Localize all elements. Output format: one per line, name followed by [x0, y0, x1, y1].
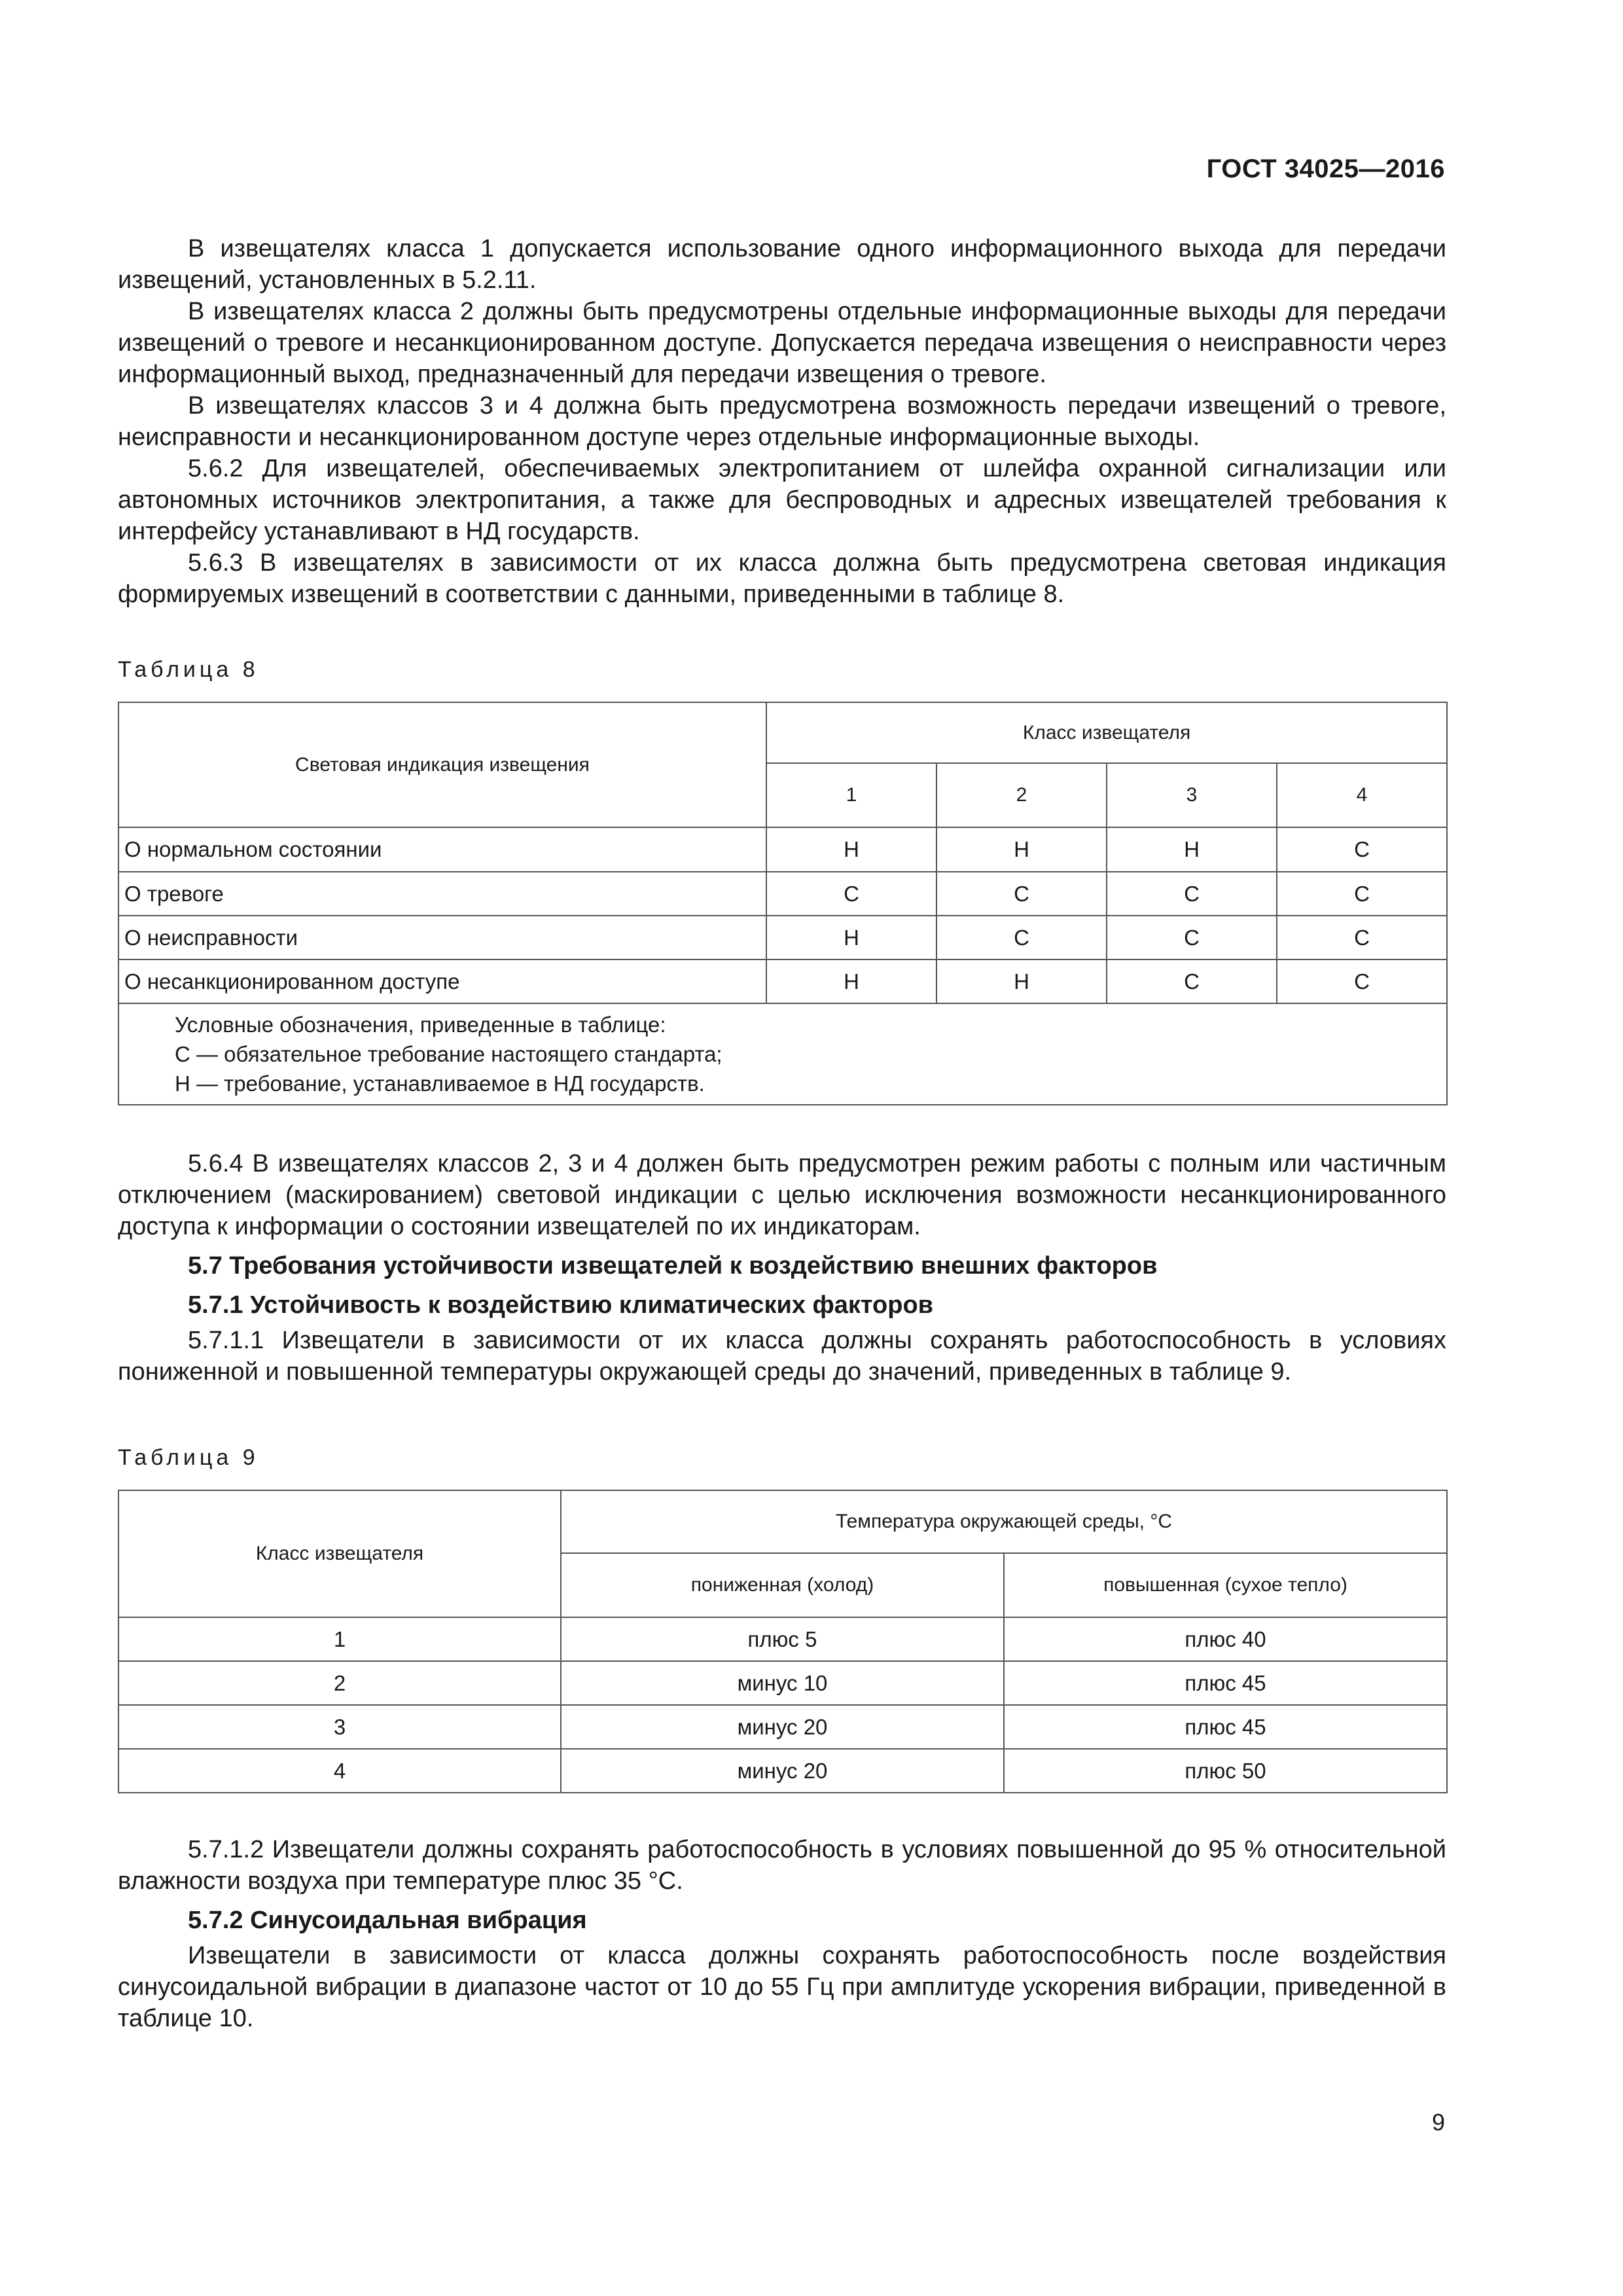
bottom-paragraphs	[118, 1834, 1446, 2034]
document-code: ГОСТ 34025—2016	[1206, 154, 1445, 183]
table8-row-label: О нормальном состоянии	[118, 827, 766, 872]
paragraph-5-7-1-1: 5.7.1.1 Извещатели в зависимости от их класса должны сохранять работоспособность в условиях пониженной и повышенной температуры окружающей среды до значений, приведенных в таблице 9.	[118, 1327, 1446, 1386]
paragraph-5-7-1-2: 5.7.1.2 Извещатели должны сохранять работоспособность в условиях повышенной до 95 % относительной влажности воздуха при температуре плюс 35 °С.	[118, 1836, 1446, 1895]
table9-wrapper	[118, 1490, 1448, 1793]
table8-wrapper	[118, 702, 1448, 1105]
table8-cell: Н	[1107, 827, 1277, 872]
table8-cell: С	[1107, 916, 1277, 960]
table-row	[118, 916, 1447, 960]
table9-high-cell: плюс 50	[1004, 1749, 1447, 1793]
table-row	[118, 960, 1447, 1003]
table8-cell: Н	[936, 960, 1107, 1003]
table9-high-cell: плюс 45	[1004, 1661, 1447, 1705]
table8-group-header: Класс извещателя	[766, 702, 1447, 763]
table8-cell: С	[936, 916, 1107, 960]
table8-cell: Н	[766, 960, 936, 1003]
table8-cell: С	[1107, 960, 1277, 1003]
paragraph-class2: В извещателях класса 2 должны быть предусмотрены отдельные информационные выходы для передачи извещений о тревоге и несанкционированном доступе. Допускается передача извещения о неисправности через информационный выход, предназначенный для передачи извещения о тревоге.	[118, 298, 1446, 388]
middle-paragraphs	[118, 1148, 1446, 1388]
table8-row-label: О неисправности	[118, 916, 766, 960]
section-heading-5-7: 5.7 Требования устойчивости извещателей к воздействию внешних факторов	[188, 1252, 1158, 1280]
table9-sub-header-low: пониженная (холод)	[561, 1553, 1004, 1617]
table8-cell: С	[766, 872, 936, 916]
table9-sub-header-high: повышенная (сухое тепло)	[1004, 1553, 1447, 1617]
table8-row-label: О несанкционированном доступе	[118, 960, 766, 1003]
table9	[118, 1490, 1448, 1793]
table8-cell: С	[1277, 916, 1447, 960]
table8-col-header: Световая индикация извещения	[118, 702, 766, 827]
table8-cell: Н	[766, 916, 936, 960]
table-row	[118, 827, 1447, 872]
table-row	[118, 1661, 1447, 1705]
table8-notes	[118, 1003, 1447, 1105]
table9-group-header: Температура окружающей среды, °С	[561, 1490, 1447, 1553]
table9-class-cell: 3	[118, 1705, 561, 1749]
table8-class-header: 2	[936, 763, 1107, 827]
table8	[118, 702, 1448, 1105]
table-row	[118, 872, 1447, 916]
table8-class-header: 3	[1107, 763, 1277, 827]
table9-low-cell: минус 20	[561, 1749, 1004, 1793]
table9-high-cell: плюс 45	[1004, 1705, 1447, 1749]
paragraph-5-6-3: 5.6.3 В извещателях в зависимости от их класса должна быть предусмотрена световая индикация формируемых извещений в соответствии с данными, приведенными в таблице 8.	[118, 549, 1446, 608]
section-heading-5-7-2: 5.7.2 Синусоидальная вибрация	[188, 1907, 587, 1934]
table8-cell: С	[1277, 827, 1447, 872]
paragraph-5-7-2: Извещатели в зависимости от класса должны сохранять работоспособность после воздействия синусоидальной вибрации в диапазоне частот от 10 до 55 Гц при амплитуде ускорения вибрации, приведенной в таблице 10.	[118, 1942, 1446, 2032]
table9-class-cell: 4	[118, 1749, 561, 1793]
top-paragraphs	[118, 233, 1446, 610]
table8-row-label: О тревоге	[118, 872, 766, 916]
table9-class-cell: 1	[118, 1617, 561, 1661]
table8-cell: С	[1277, 872, 1447, 916]
paragraph-5-6-4: 5.6.4 В извещателях классов 2, 3 и 4 должен быть предусмотрен режим работы с полным или частичным отключением (маскированием) световой индикации с целью исключения возможности несанкционированного доступа к информации о состоянии извещателей по их индикаторам.	[118, 1150, 1446, 1240]
table8-class-header: 4	[1277, 763, 1447, 827]
table-row	[118, 1705, 1447, 1749]
table8-cell: Н	[936, 827, 1107, 872]
table9-caption: Таблица 9	[118, 1445, 259, 1470]
section-heading-5-7-1: 5.7.1 Устойчивость к воздействию климатических факторов	[188, 1291, 934, 1319]
table9-high-cell: плюс 40	[1004, 1617, 1447, 1661]
table8-note-line: С — обязательное требование настоящего стандарта;	[175, 1042, 722, 1066]
table9-low-cell: минус 10	[561, 1661, 1004, 1705]
table8-cell: С	[1277, 960, 1447, 1003]
table8-note-line: Условные обозначения, приведенные в таблице:	[175, 1013, 666, 1037]
table9-class-cell: 2	[118, 1661, 561, 1705]
table-row	[118, 1749, 1447, 1793]
table8-cell: С	[936, 872, 1107, 916]
table8-note-line: Н — требование, устанавливаемое в НД государств.	[175, 1071, 705, 1096]
table9-low-cell: плюс 5	[561, 1617, 1004, 1661]
table8-caption: Таблица 8	[118, 657, 259, 682]
table9-col-header: Класс извещателя	[118, 1490, 561, 1617]
paragraph-class34: В извещателях классов 3 и 4 должна быть предусмотрена возможность передачи извещений о тревоге, неисправности и несанкционированном доступе через отдельные информационные выходы.	[118, 392, 1446, 451]
page-number: 9	[1431, 2109, 1445, 2136]
paragraph-5-6-2: 5.6.2 Для извещателей, обеспечиваемых электропитанием от шлейфа охранной сигнализации или автономных источников электропитания, а также для беспроводных и адресных извещателей требования к интерфейсу устанавливают в НД государств.	[118, 455, 1446, 545]
table9-low-cell: минус 20	[561, 1705, 1004, 1749]
table-row	[118, 1617, 1447, 1661]
paragraph-class1: В извещателях класса 1 допускается использование одного информационного выхода для передачи извещений, установленных в 5.2.11.	[118, 235, 1446, 294]
table8-cell: С	[1107, 872, 1277, 916]
table8-class-header: 1	[766, 763, 936, 827]
table8-cell: Н	[766, 827, 936, 872]
